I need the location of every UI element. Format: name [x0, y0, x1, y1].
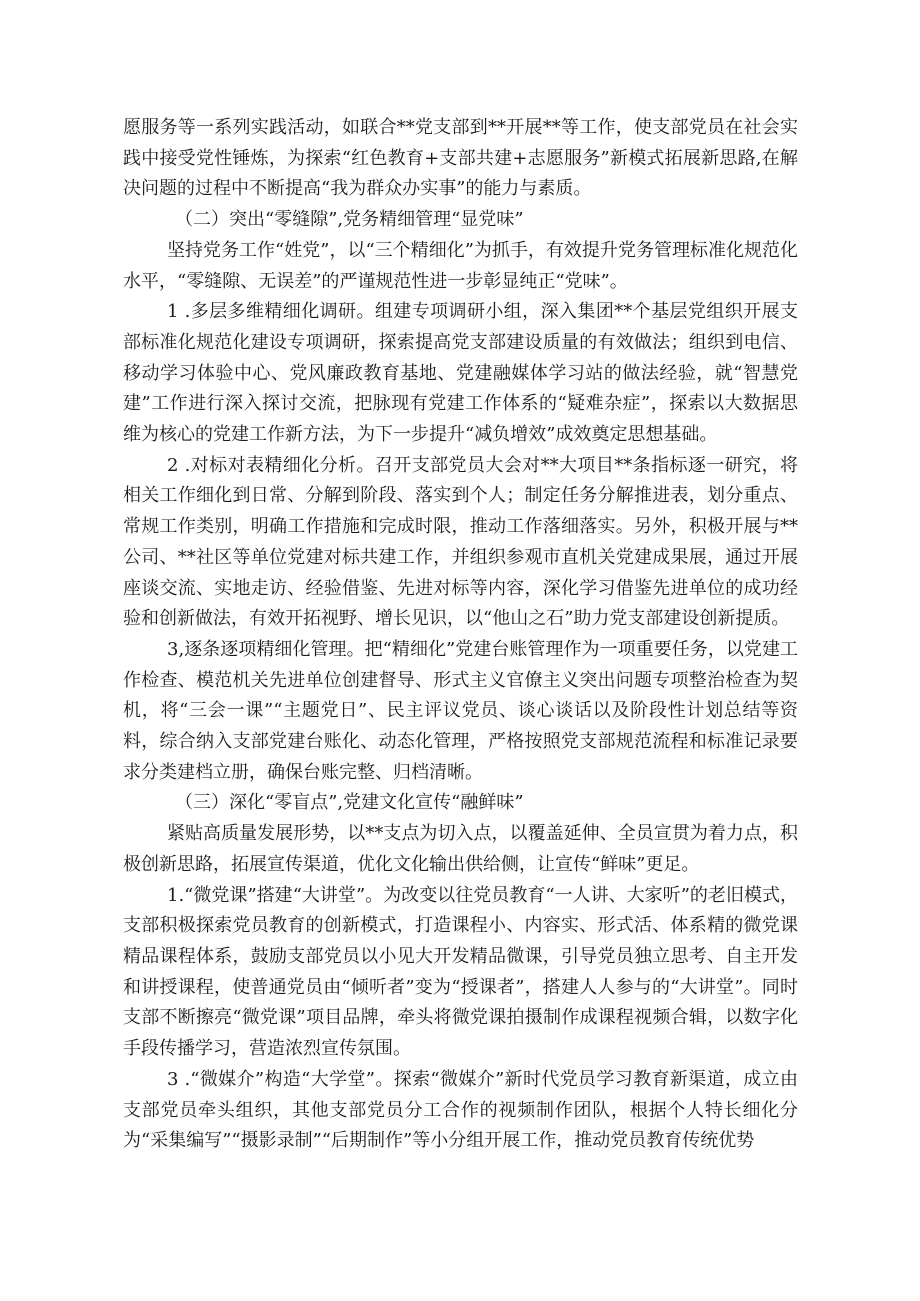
paragraph-item-micro-lecture: 1.“微党课”搭建“大讲堂”。为改变以往党员教育“一人讲、大家听”的老旧模式，支部积极探索党员教育的创新模式，打造课程小、内容实、形式活、体系精的微党课精品课程体系，鼓励支部党员以小见大开发精品微课，引导党员独立思考、自主开发和讲授课程，使普通党员由“倾听者”变为“授课者”，搭建人人参与的“大讲堂”。同时支部不断擦亮“微党课”项目品牌，牵头将微党课拍摄制作成课程视频合辑，以数字化手段传播学习，营造浓烈宣传氛围。	[123, 884, 798, 1060]
paragraph-item-management: 3,逐条逐项精细化管理。把“精细化”党建台账管理作为一项重要任务，以党建工作检查、模范机关先进单位创建督导、形式主义官僚主义突出问题专项整治检查为契机，将“三会一课”“主题党日”、民主评议党员、谈心谈话以及阶段性计划总结等资料，综合纳入支部党建台账化、动态化管理，严格按照党支部规范流程和标准记录要求分类建档立册，确保台账完整、归档清晰。	[123, 638, 798, 783]
paragraph-intro-two: 坚持党务工作“姓党”，以“三个精细化”为抓手，有效提升党务管理标准化规范化水平，“零缝隙、无误差”的严谨规范性进一步彰显纯正“党味”。	[123, 239, 798, 292]
paragraph-item-research: 1 .多层多维精细化调研。组建专项调研小组，深入集团**个基层党组织开展支部标准化规范化建设专项调研，探索提高党支部建设质量的有效做法；组织到电信、移动学习体验中心、党风廉政教育基地、党建融媒体学习站的做法经验，就“智慧党建”工作进行深入探讨交流，把脉现有党建工作体系的“疑难杂症”，探索以大数据思维为核心的党建工作新方法，为下一步提升“减负增效”成效奠定思想基础。	[123, 301, 798, 446]
paragraph-item-benchmark: 2 .对标对表精细化分析。召开支部党员大会对**大项目**条指标逐一研究，将相关工作细化到日常、分解到阶段、落实到个人；制定任务分解推进表，划分重点、常规工作类别，明确工作措施和完成时限，推动工作落细落实。另外，积极开展与**公司、**社区等单位党建对标共建工作，并组织参观市直机关党建成果展，通过开展座谈交流、实地走访、经验借鉴、先进对标等内容，深化学习借鉴先进单位的成功经验和创新做法，有效开拓视野、增长见识，以“他山之石”助力党支部建设创新提质。	[123, 454, 798, 630]
section-heading-three: （三）深化“零盲点”,党建文化宣传“融鲜味”	[175, 792, 524, 814]
document-page	[123, 113, 798, 1157]
paragraph-continuation: 愿服务等一系列实践活动，如联合**党支部到**开展**等工作，使支部党员在社会实践中接受党性锤炼，为探索“红色教育+支部共建+志愿服务”新模式拓展新思路,在解决问题的过程中不断提高“我为群众办实事”的能力与素质。	[123, 117, 798, 200]
paragraph-item-micro-media: 3 .“微媒介”构造“大学堂”。探索“微媒介”新时代党员学习教育新渠道，成立由支部党员牵头组织，其他支部党员分工合作的视频制作团队，根据个人特长细化分为“采集编写”“摄影录制”“后期制作”等小分组开展工作，推动党员教育传统优势	[123, 1068, 798, 1152]
section-heading-two: （二）突出“零缝隙”,党务精细管理“显党味”	[175, 209, 524, 231]
paragraph-intro-three: 紧贴高质量发展形势，以**支点为切入点，以覆盖延伸、全员宣贯为着力点，积极创新思路，拓展宣传渠道，优化文化输出供给侧，让宣传“鲜味”更足。	[123, 823, 798, 875]
